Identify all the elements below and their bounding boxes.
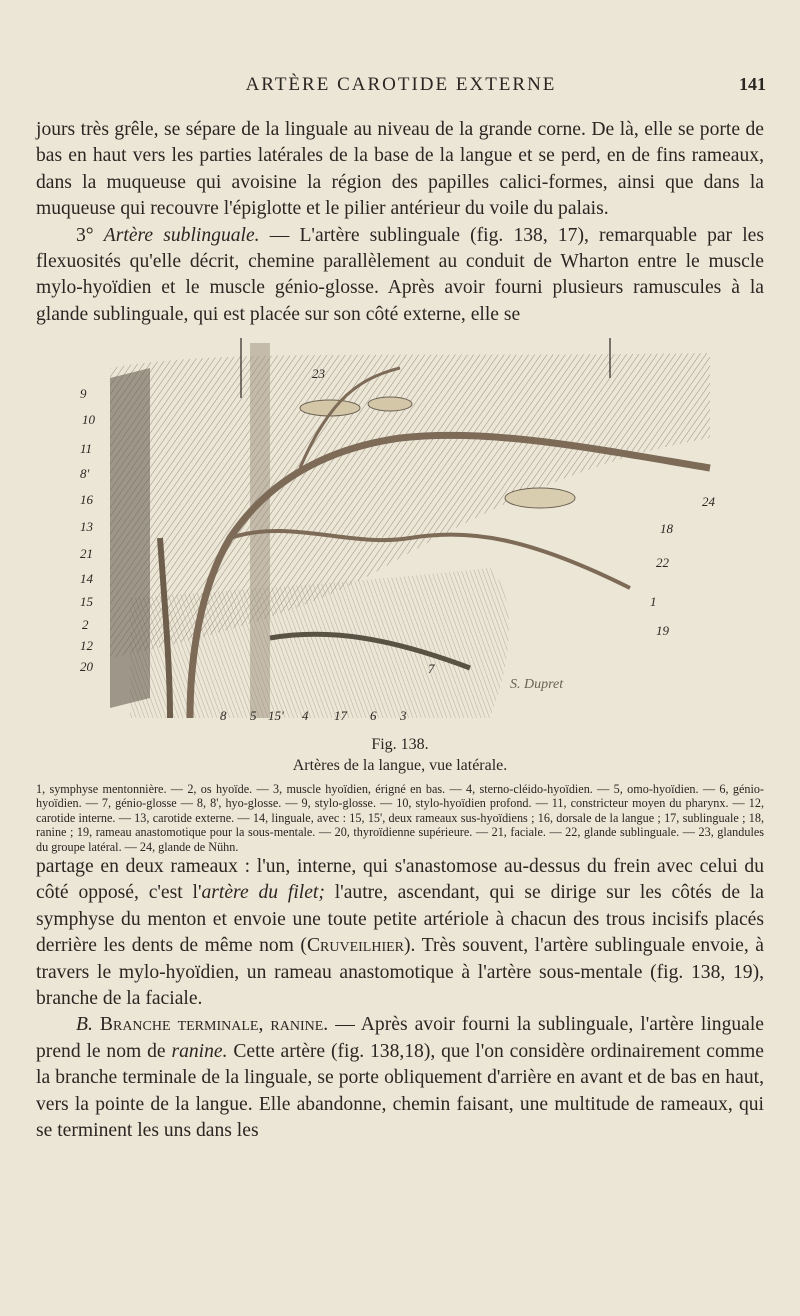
figure-label: 7	[428, 661, 435, 676]
paragraph: jours très grêle, se sépare de la linguale au niveau de la grande corne. De là, elle se porte de bas en haut vers les parties latérales de la base de la langue et se perd, en de fins rameaux, dans la muqueuse qui avoisine la région des papilles calici-formes, ainsi que dans la muqueuse qui recouvre l'épiglotte et le pilier antérieur du voile du palais.	[36, 119, 764, 220]
left-column	[110, 368, 150, 708]
figure-number: Fig. 138.	[371, 736, 429, 753]
paragraph-ranine: B. Branche terminale, ranine. — Après avoir fourni la sublinguale, l'artère linguale prend le nom de ranine. Cette artère (fig. 138,18), que l'on considère ordinairement comme la branche terminale de la linguale, se porte obliquement d'arrière en avant et de bas en haut, vers la pointe de la langue. Elle abandonne, chemin faisant, une multitude de rameaux, qui se terminent les uns dans les	[36, 1014, 764, 1142]
figure-label: 14	[80, 571, 93, 586]
figure-label: 1	[650, 594, 657, 609]
page-number: 141	[739, 74, 766, 94]
figure-label: 15	[80, 594, 93, 609]
figure-illustration	[70, 338, 730, 726]
emphasis: ranine.	[171, 1040, 228, 1062]
figure-label: 5	[250, 708, 257, 723]
paragraph: partage en deux rameaux : l'un, interne, qui s'anastomose au-dessus du frein avec celui du côté opposé, c'est l'artère du filet; l'autre, ascendant, qui se dirige sur les côtés de la symphyse du menton et envoie une toute petite artériole à chacun des trous incisifs placés derrière les dents de même nom (Cruveilhier). Très souvent, l'artère sublinguale envoie, à travers le mylo-hyoïdien, un rameau anastomotique à l'artère sous-mentale (fig. 138, 19), branche de la faciale.	[36, 856, 765, 1010]
figure-label: 21	[80, 546, 93, 561]
figure-title: Artères de la langue, vue latérale.	[292, 757, 508, 774]
figure-label: 8	[220, 708, 227, 723]
figure-label: 18	[660, 521, 673, 536]
glandule	[368, 397, 412, 411]
author-name: Cruveilhier	[306, 935, 405, 957]
section-heading: Branche terminale, ranine.	[92, 1014, 329, 1036]
figure-label: 15'	[268, 708, 284, 723]
anatomical-figure	[70, 338, 730, 726]
figure-legend: 1, symphyse mentonnière. — 2, os hyoïde. — 3, muscle hyoïdien, érigné en bas. — 4, sterno-cléido-hyoïdien. — 5, omo-hyoïdien. — 6, génio-hyoïdien. — 7, génio-glosse — 8, 8', hyo-glosse. — 9, stylo-glosse. — 10, stylo-hyoïdien profond. — 11, constricteur moyen du pharynx. — 12, carotide interne. — 13, carotide externe. — 14, linguale, avec : 15, 15', deux rameaux sus-hyoïdiens ; 16, dorsale de la langue ; 17, sublinguale ; 18, ranine ; 19, rameau anastomotique pour la sous-mentale. — 20, thyroïdienne supérieure. — 21, faciale. — 22, glande sublinguale. — 23, glandules du groupe latéral. — 24, glande de Nühn.	[36, 782, 764, 854]
running-title: ARTÈRE CAROTIDE EXTERNE	[245, 74, 557, 95]
figure-label: 16	[80, 492, 93, 507]
figure-label: 9	[80, 386, 87, 401]
section-letter: B.	[76, 1014, 93, 1036]
paragraph-sublingual	[36, 223, 764, 329]
paragraph-text: — L'artère sublinguale (fig. 138, 17), remarquable par les flexuosités qu'elle décrit, chemine parallèlement au conduit de Wharton entre le muscle mylo-hyoïdien et le muscle génio-glosse. Après avoir fourni plusieurs ramuscules à la glande sublinguale, qui est placée sur son côté externe, elle se	[36, 224, 764, 325]
figure-label: 2	[82, 617, 89, 632]
artist-signature: S. Dupret	[510, 677, 564, 692]
figure-label: 17	[334, 708, 347, 723]
section-title: Artère sublinguale.	[103, 224, 260, 246]
running-head	[36, 74, 766, 100]
figure-label: 4	[302, 708, 309, 723]
sublingual-gland	[505, 488, 575, 508]
figure-label: 11	[80, 441, 93, 456]
figure-label: 23	[312, 366, 325, 381]
figure-label: 20	[80, 659, 93, 674]
figure-label: 6	[370, 708, 377, 723]
text-block-bottom	[36, 854, 764, 1144]
figure-label: 19	[656, 623, 669, 638]
text-block-top	[36, 117, 764, 328]
figure-label: 13	[80, 519, 93, 534]
emphasis: artère du filet;	[201, 882, 325, 904]
figure-label: 12	[80, 638, 93, 653]
figure-label: 8'	[80, 466, 90, 481]
figure-label: 3	[400, 708, 407, 723]
figure-label: 22	[656, 555, 669, 570]
figure-label: 10	[82, 412, 95, 427]
section-number: 3°	[76, 224, 94, 246]
figure-label: 24	[702, 494, 715, 509]
